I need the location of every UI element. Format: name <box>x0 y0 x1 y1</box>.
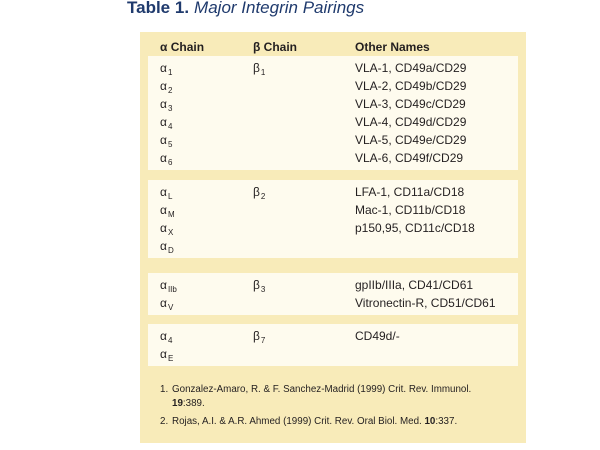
other-names-cell: VLA-1, CD49a/CD29 <box>355 61 467 75</box>
alpha-chain-cell <box>160 201 175 221</box>
other-names-cell: VLA-3, CD49c/CD29 <box>355 97 466 111</box>
footnote-volume: 19 <box>172 398 183 409</box>
alpha-symbol: α <box>160 79 167 93</box>
table-row <box>148 219 518 237</box>
alpha-symbol: α <box>160 151 167 165</box>
alpha-subscript: L <box>167 192 173 201</box>
beta-subscript: 7 <box>260 336 266 345</box>
table-title-text: Major Integrin Pairings <box>194 0 365 17</box>
alpha-symbol: α <box>160 239 167 253</box>
row-group <box>148 273 518 315</box>
table-row <box>148 201 518 219</box>
beta-symbol: β <box>253 185 260 199</box>
other-names-cell: gpIIb/IIIa, CD41/CD61 <box>355 278 474 292</box>
beta-subscript: 3 <box>260 285 266 294</box>
alpha-chain-cell <box>160 95 172 115</box>
beta-subscript: 1 <box>260 68 266 77</box>
footnote <box>160 415 520 429</box>
alpha-subscript: 6 <box>167 158 173 167</box>
alpha-chain-cell <box>160 59 172 79</box>
beta-symbol: β <box>253 61 260 75</box>
alpha-symbol: α <box>160 278 167 292</box>
alpha-chain-cell <box>160 237 174 257</box>
footnote-pages: :389. <box>182 398 205 409</box>
footnote-number: 2. <box>160 416 169 427</box>
alpha-chain-cell <box>160 77 172 97</box>
table-row <box>148 131 518 149</box>
other-names-cell: LFA-1, CD11a/CD18 <box>355 185 465 199</box>
footnote-number: 1. <box>160 384 169 395</box>
table-body <box>140 32 526 443</box>
alpha-subscript: 2 <box>167 86 173 95</box>
alpha-symbol: α <box>160 61 167 75</box>
alpha-symbol: α <box>160 296 167 310</box>
other-names-cell: Mac-1, CD11b/CD18 <box>355 203 466 217</box>
row-group <box>148 324 518 366</box>
header-beta-chain: β Chain <box>253 40 297 54</box>
alpha-subscript: IIb <box>167 285 177 294</box>
alpha-symbol: α <box>160 115 167 129</box>
alpha-chain-cell <box>160 345 173 365</box>
table-row <box>148 149 518 167</box>
row-group <box>148 180 518 258</box>
table-row <box>148 294 518 312</box>
alpha-symbol: α <box>160 133 167 147</box>
alpha-chain-cell <box>160 113 172 133</box>
other-names-cell: VLA-4, CD49d/CD29 <box>355 115 467 129</box>
beta-chain-cell <box>253 183 265 203</box>
table-title-label: Table 1. <box>127 0 190 17</box>
table-row <box>148 237 518 255</box>
alpha-subscript: 4 <box>167 336 173 345</box>
alpha-subscript: X <box>167 228 174 237</box>
other-names-cell: Vitronectin-R, CD51/CD61 <box>355 296 496 310</box>
row-group <box>148 56 518 170</box>
beta-symbol: β <box>253 278 260 292</box>
alpha-symbol: α <box>160 203 167 217</box>
table-row <box>148 77 518 95</box>
alpha-subscript: E <box>167 354 174 363</box>
alpha-chain-cell <box>160 276 177 296</box>
other-names-cell: CD49d/- <box>355 329 400 343</box>
table-row <box>148 95 518 113</box>
footnote-pages: :337. <box>435 416 458 427</box>
alpha-symbol: α <box>160 185 167 199</box>
footnote-body <box>172 415 457 429</box>
table-panel <box>140 32 526 443</box>
other-names-cell: p150,95, CD11c/CD18 <box>355 221 475 235</box>
alpha-symbol: α <box>160 97 167 111</box>
beta-chain-cell <box>253 276 265 296</box>
table-title <box>127 0 364 18</box>
alpha-chain-cell <box>160 183 172 203</box>
beta-symbol: β <box>253 329 260 343</box>
alpha-subscript: 4 <box>167 122 173 131</box>
other-names-cell: VLA-5, CD49e/CD29 <box>355 133 467 147</box>
alpha-chain-cell <box>160 149 172 169</box>
alpha-chain-cell <box>160 131 172 151</box>
table-row <box>148 59 518 77</box>
alpha-symbol: α <box>160 221 167 235</box>
alpha-chain-cell <box>160 327 172 347</box>
alpha-subscript: D <box>167 246 174 255</box>
footnote-body <box>172 383 471 411</box>
alpha-symbol: α <box>160 329 167 343</box>
footnote-citation: Rojas, A.I. & A.R. Ahmed (1999) Crit. Rev. Oral Biol. Med. <box>172 416 422 427</box>
alpha-subscript: 3 <box>167 104 173 113</box>
alpha-subscript: V <box>167 303 174 312</box>
alpha-subscript: 1 <box>167 68 173 77</box>
alpha-symbol: α <box>160 347 167 361</box>
alpha-subscript: 5 <box>167 140 173 149</box>
alpha-chain-cell <box>160 219 173 239</box>
footnote <box>160 383 520 411</box>
beta-subscript: 2 <box>260 192 266 201</box>
table-row <box>148 183 518 201</box>
beta-chain-cell <box>253 59 265 79</box>
table-row <box>148 113 518 131</box>
table-row <box>148 345 518 363</box>
beta-chain-cell <box>253 327 265 347</box>
other-names-cell: VLA-6, CD49f/CD29 <box>355 151 464 165</box>
footnote-volume: 10 <box>424 416 436 427</box>
other-names-cell: VLA-2, CD49b/CD29 <box>355 79 467 93</box>
table-row <box>148 276 518 294</box>
footnote-citation: Gonzalez-Amaro, R. & F. Sanchez-Madrid (1999) Crit. Rev. Immunol. <box>172 384 472 395</box>
alpha-chain-cell <box>160 294 173 314</box>
footnotes <box>160 383 520 429</box>
header-alpha-chain: α Chain <box>160 40 205 54</box>
header-other-names: Other Names <box>355 40 430 54</box>
alpha-subscript: M <box>167 210 175 219</box>
table-row <box>148 327 518 345</box>
